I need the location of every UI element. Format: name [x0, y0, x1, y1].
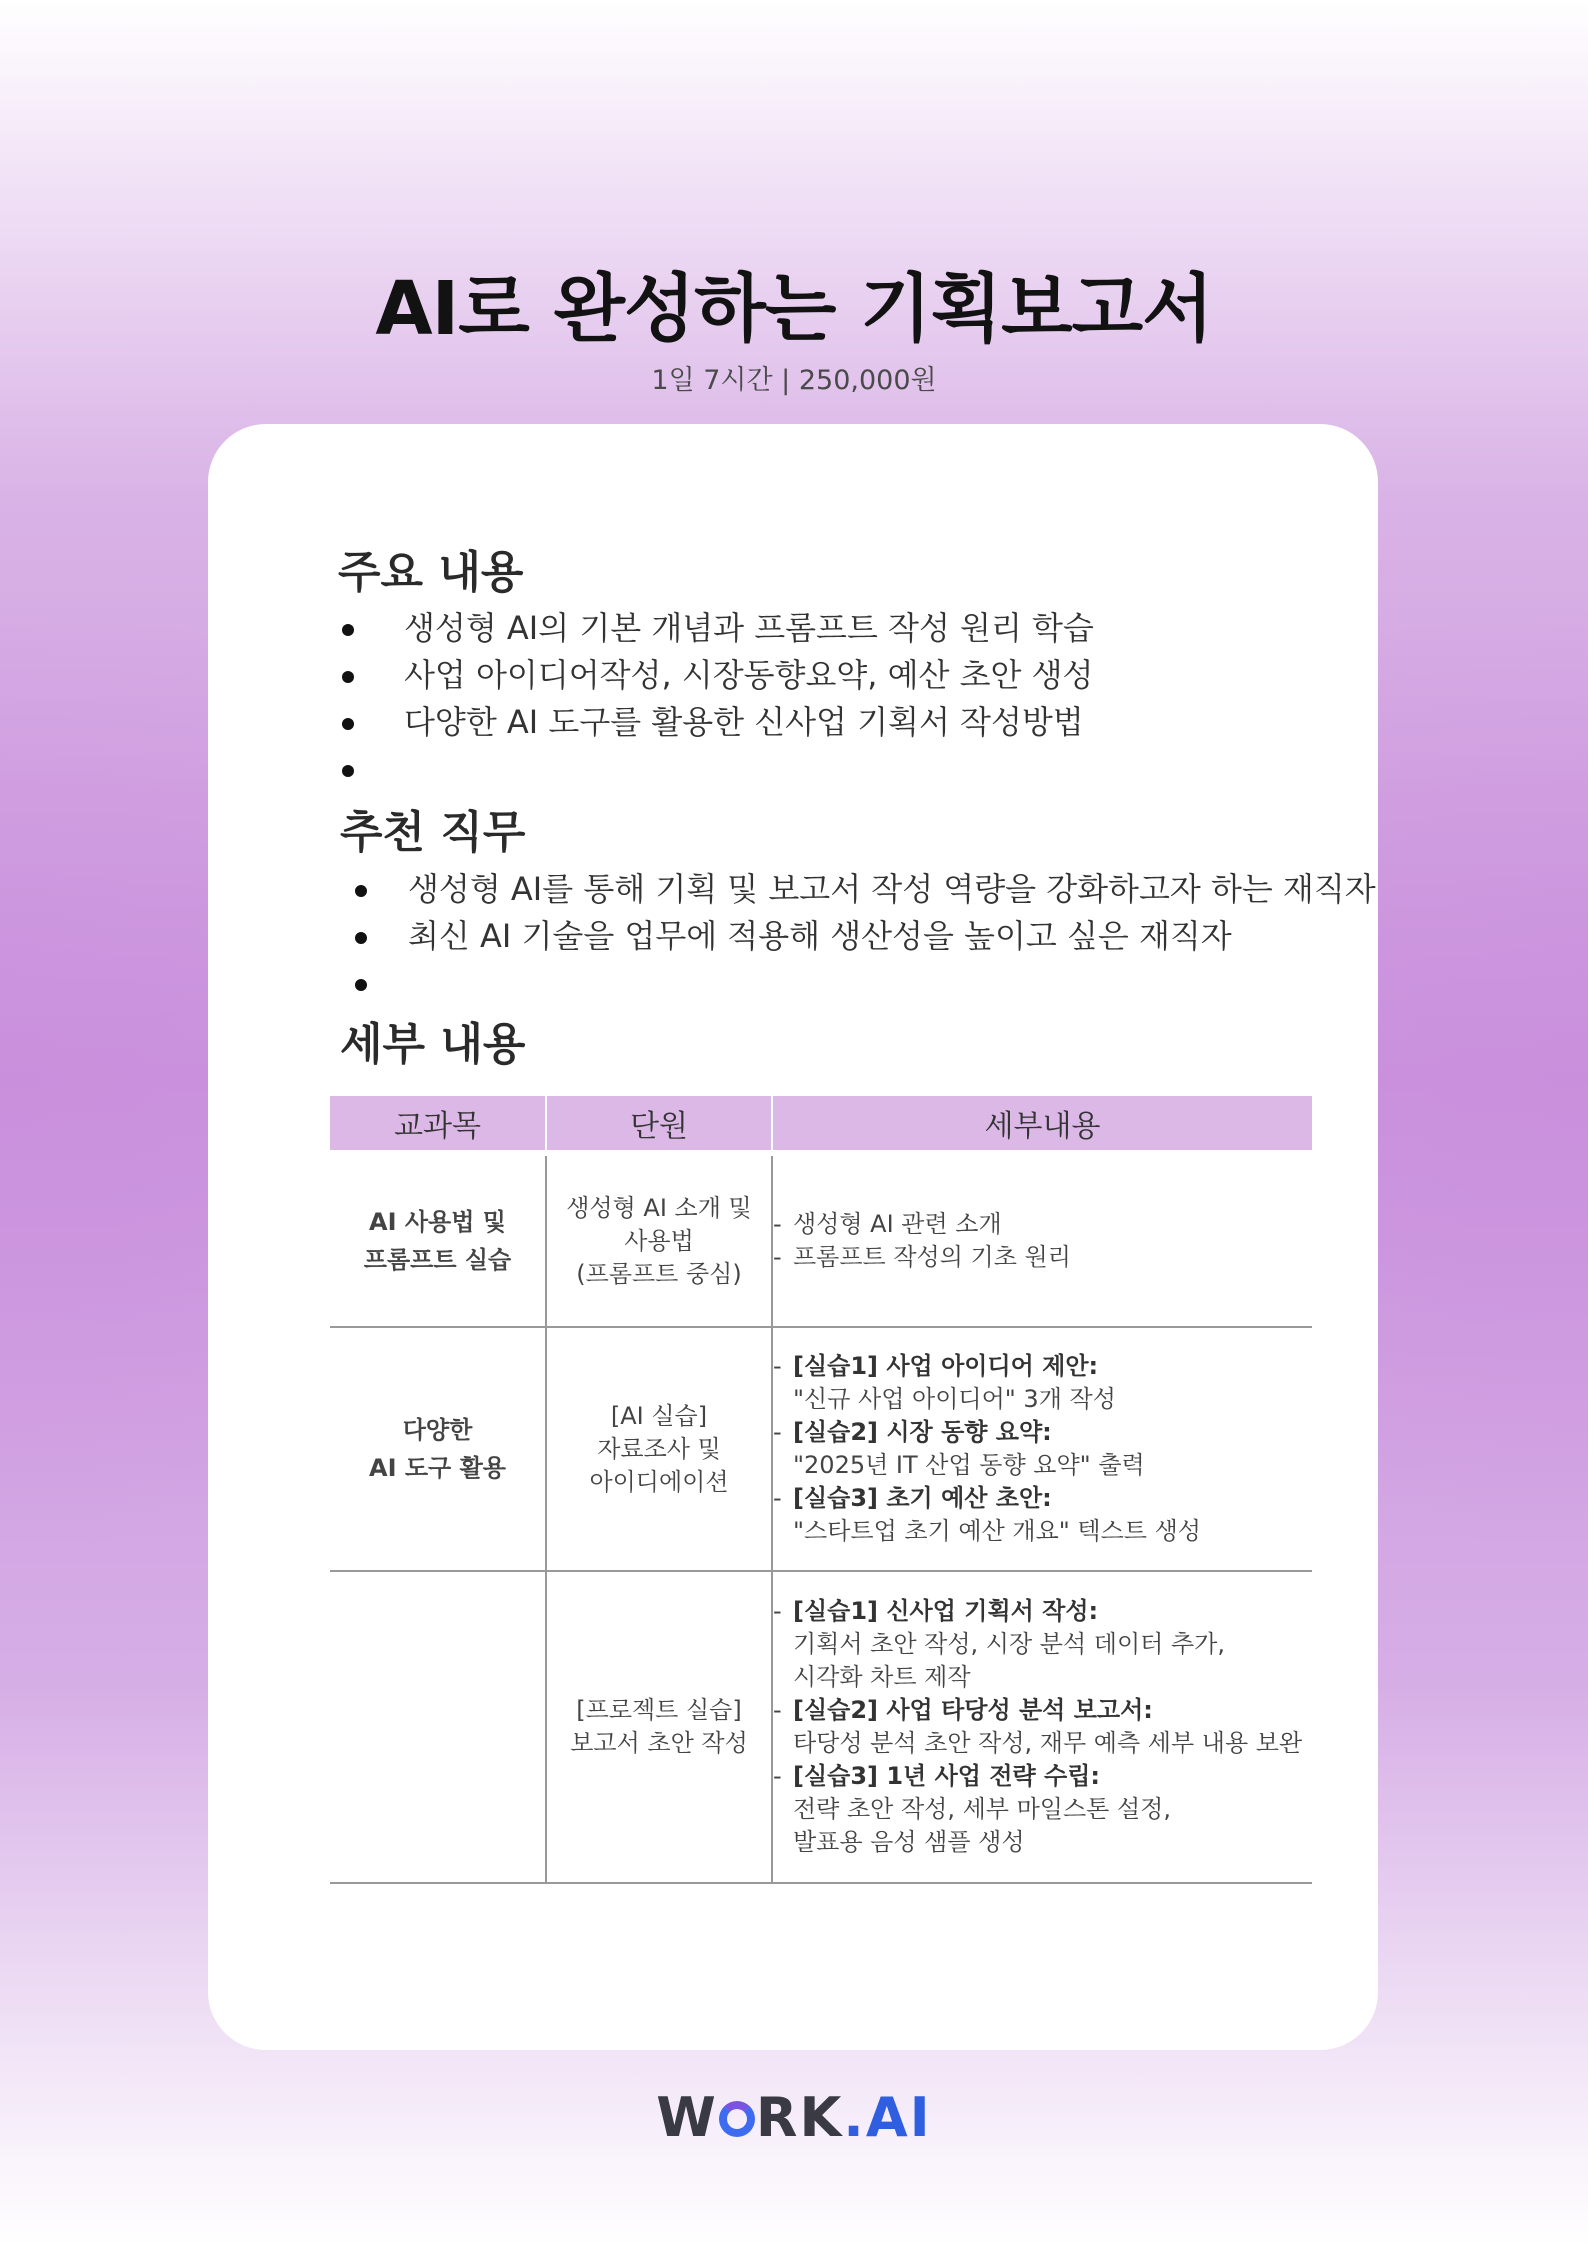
dash-marker: - — [773, 1696, 782, 1724]
subject-line: AI 사용법 및 — [369, 1208, 506, 1236]
section-title-details: 세부 내용 — [340, 1019, 526, 1070]
detail-text: 생성형 AI 관련 소개 — [793, 1210, 1002, 1238]
unit-cell — [546, 1153, 772, 1327]
column-header-details: 세부내용 — [772, 1096, 1312, 1153]
section-title-main-content: 주요 내용 — [338, 547, 524, 598]
unit-cell — [546, 1571, 772, 1883]
details-cell — [772, 1327, 1312, 1571]
list-item: 최신 AI 기술을 업무에 적용해 생산성을 높이고 싶은 재직자 — [355, 913, 1376, 960]
logo-dot: . — [843, 2086, 866, 2149]
table-row — [330, 1571, 1312, 1883]
detail-text: 발표용 음성 샘플 생성 — [793, 1828, 1025, 1856]
detail-heading: [실습2] 시장 동향 요약: — [793, 1418, 1052, 1446]
logo-text: W — [656, 2086, 718, 2149]
list-item: 생성형 AI의 기본 개념과 프롬프트 작성 원리 학습 — [342, 605, 1094, 652]
table-row — [330, 1153, 1312, 1327]
detail-heading: [실습2] 사업 타당성 분석 보고서: — [793, 1696, 1153, 1724]
detail-item — [773, 1241, 1312, 1274]
unit-line: (프롬프트 중심) — [576, 1259, 742, 1288]
detail-item — [773, 1208, 1312, 1241]
unit-line: 사용법 — [624, 1226, 694, 1255]
recommended-jobs-list — [355, 866, 1376, 1007]
unit-line: 생성형 AI 소개 및 — [566, 1193, 752, 1222]
list-item — [342, 746, 1094, 793]
details-cell — [772, 1153, 1312, 1327]
column-header-unit: 단원 — [546, 1096, 772, 1153]
subject-line: 프롬프트 실습 — [363, 1246, 512, 1274]
unit-line: 보고서 초안 작성 — [570, 1729, 748, 1757]
detail-item — [773, 1350, 1312, 1416]
detail-heading: [실습1] 사업 아이디어 제안: — [793, 1352, 1099, 1380]
dash-marker: - — [773, 1418, 782, 1446]
detail-text: "스타트업 초기 예산 개요" 텍스트 생성 — [793, 1517, 1201, 1545]
detail-heading: [실습3] 1년 사업 전략 수립: — [793, 1762, 1101, 1790]
subject-cell — [330, 1571, 546, 1883]
detail-heading: [실습3] 초기 예산 초안: — [793, 1484, 1052, 1512]
detail-item — [773, 1760, 1312, 1859]
dash-marker: - — [773, 1484, 782, 1512]
main-content-list — [342, 605, 1094, 793]
dash-marker: - — [773, 1210, 782, 1238]
unit-line: 자료조사 및 — [597, 1434, 721, 1463]
course-duration-price: 1일 7시간 | 250,000원 — [651, 365, 937, 396]
detail-text: 기획서 초안 작성, 시장 분석 데이터 추가, — [793, 1630, 1225, 1658]
details-cell — [772, 1571, 1312, 1883]
table-header-row — [330, 1096, 1312, 1153]
work-ai-logo — [0, 2086, 1588, 2149]
dash-marker: - — [773, 1243, 782, 1271]
detail-text: 프롬프트 작성의 기초 원리 — [793, 1243, 1071, 1271]
detail-item — [773, 1482, 1312, 1548]
unit-line: 아이디에이션 — [589, 1467, 729, 1496]
dash-marker: - — [773, 1352, 782, 1380]
logo-text: RK — [755, 2086, 844, 2149]
unit-line: [프로젝트 실습] — [576, 1696, 742, 1724]
detail-text: "신규 사업 아이디어" 3개 작성 — [793, 1385, 1116, 1413]
list-item: 다양한 AI 도구를 활용한 신사업 기획서 작성방법 — [342, 699, 1094, 746]
table-row — [330, 1327, 1312, 1571]
logo-o-ring-icon — [719, 2101, 755, 2137]
column-header-subject: 교과목 — [330, 1096, 546, 1153]
dash-marker: - — [773, 1597, 782, 1625]
list-item — [355, 960, 1376, 1007]
dash-marker: - — [773, 1762, 782, 1790]
detail-item — [773, 1416, 1312, 1482]
curriculum-table — [330, 1096, 1312, 1884]
unit-line: [AI 실습] — [610, 1401, 708, 1430]
logo-text: AI — [865, 2086, 932, 2149]
subject-line: 다양한 — [402, 1416, 473, 1444]
list-item: 사업 아이디어작성, 시장동향요약, 예산 초안 생성 — [342, 652, 1094, 699]
detail-text: 시각화 차트 제작 — [793, 1663, 971, 1691]
detail-heading: [실습1] 신사업 기획서 작성: — [793, 1597, 1099, 1625]
list-item: 생성형 AI를 통해 기획 및 보고서 작성 역량을 강화하고자 하는 재직자 — [355, 866, 1376, 913]
detail-item — [773, 1694, 1312, 1760]
unit-cell — [546, 1327, 772, 1571]
page-title: AI로 완성하는 기획보고서 — [375, 266, 1213, 352]
subject-cell — [330, 1153, 546, 1327]
detail-text: 타당성 분석 초안 작성, 재무 예측 세부 내용 보완 — [793, 1729, 1303, 1757]
detail-text: 전략 초안 작성, 세부 마일스톤 설정, — [793, 1795, 1171, 1823]
section-title-recommended-jobs: 추천 직무 — [340, 807, 526, 858]
detail-text: "2025년 IT 산업 동향 요약" 출력 — [793, 1451, 1145, 1479]
detail-item — [773, 1595, 1312, 1694]
subject-line: AI 도구 활용 — [369, 1454, 506, 1482]
subject-cell — [330, 1327, 546, 1571]
